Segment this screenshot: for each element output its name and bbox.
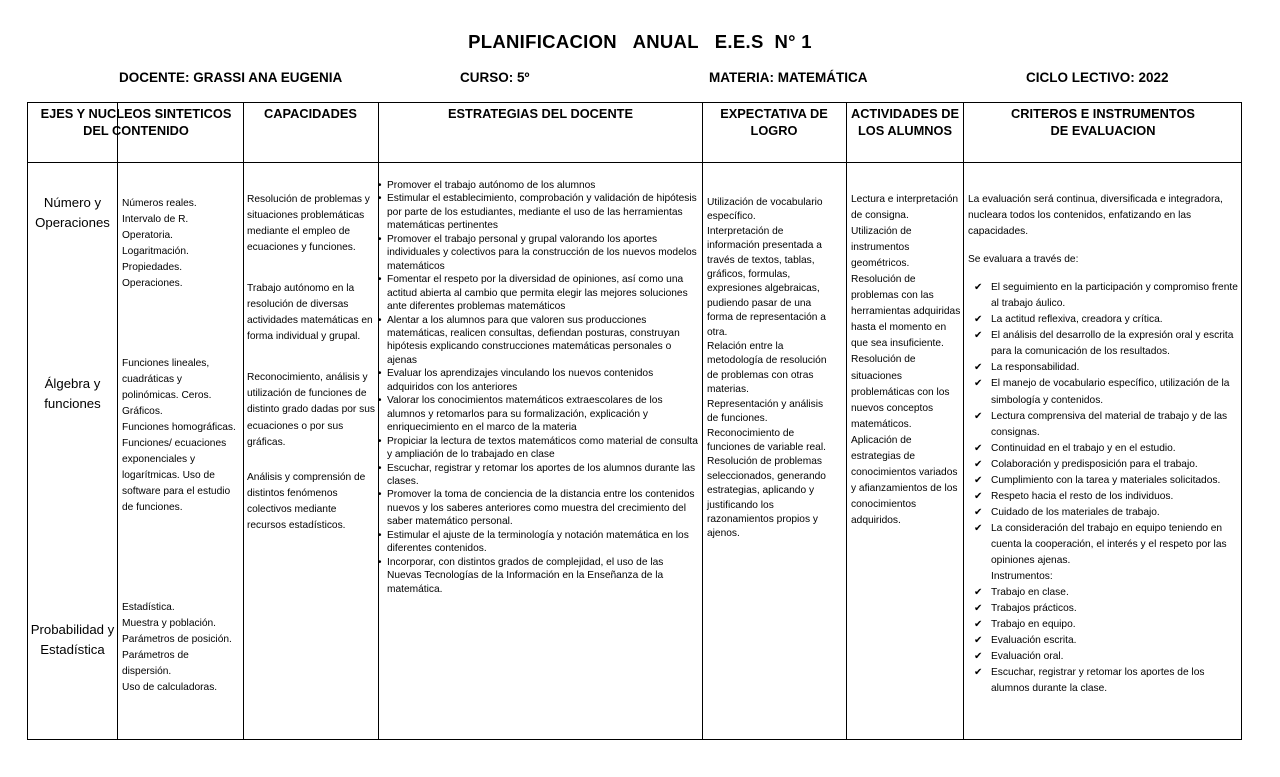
- estrategia-item: • Promover el trabajo personal y grupal valorando los aportes individuales y colectivos para la construcción de los nuevos modelos matemáticos: [378, 233, 700, 273]
- criterios-intro2: Se evaluara a través de:: [968, 254, 1079, 266]
- criterio-text: Lectura comprensiva del material de trabajo y de las consignas.: [991, 410, 1228, 438]
- estrategia-item: • Propiciar la lectura de textos matemáticos como material de consulta y ampliación de lo trabajado en clase: [378, 435, 700, 462]
- criterio-text: Continuidad en el trabajo y en el estudio.: [991, 442, 1176, 454]
- curso-label: CURSO: 5º: [460, 70, 530, 85]
- check-icon: ✔: [974, 474, 983, 486]
- eje-contents: Números reales. Intervalo de R. Operatoria. Logaritmación. Propiedades. Operaciones.: [122, 198, 197, 290]
- criterio-text: Cuidado de los materiales de trabajo.: [991, 506, 1160, 518]
- criterio-item: [968, 328, 1240, 360]
- check-icon: ✔: [974, 506, 983, 518]
- eje-name: Número y Operaciones: [35, 195, 110, 230]
- header-criterios-line2: DE EVALUACION: [1050, 123, 1156, 138]
- instrumento-item: [968, 601, 1240, 617]
- expectativa-item: Relación entre la metodología de resolución de problemas con otras materias.: [707, 341, 827, 396]
- check-icon: ✔: [974, 490, 983, 502]
- criterio-text: La consideración del trabajo en equipo teniendo en cuenta la cooperación, el interés y el respeto por las opiniones ajenas.: [991, 522, 1227, 566]
- instrumentos-label: Instrumentos:: [991, 571, 1053, 583]
- header-actividades: ACTIVIDADES DE LOS ALUMNOS: [850, 106, 960, 138]
- capacidad-item: Reconocimiento, análisis y utilización de funciones de distinto grado dadas por sus ecuaciones o por sus gráficas.: [247, 372, 375, 448]
- actividad-item: Utilización de instrumentos geométricos.: [851, 226, 912, 270]
- expectativas-cell: [707, 196, 835, 542]
- criterio-text: Colaboración y predisposición para el trabajo.: [991, 458, 1198, 470]
- criterio-item: [968, 312, 1240, 328]
- actividades-cell: [851, 192, 963, 529]
- criterio-item: [968, 280, 1240, 312]
- eje-name: Probabilidad y Estadística: [30, 622, 115, 657]
- document-title: PLANIFICACION ANUAL E.E.S N° 1: [468, 31, 812, 52]
- criterio-item: [968, 521, 1240, 569]
- criterios-intro: La evaluación será continua, diversificada e integradora, nucleara todos los contenidos, enfatizando en las capacidades.: [968, 194, 1223, 238]
- estrategia-item: • Valorar los conocimientos matemáticos extraescolares de los alumnos y retomarlos para su formalización, explicación y enriquecimiento en el marco de la materia: [378, 394, 700, 434]
- criterio-text: Respeto hacia el resto de los individuos.: [991, 490, 1174, 502]
- check-icon: ✔: [974, 458, 983, 470]
- criterio-text: El manejo de vocabulario específico, utilización de la simbología y contenidos.: [991, 378, 1230, 406]
- expectativa-item: Representación y análisis de funciones.: [707, 398, 824, 425]
- instrumento-text: Trabajo en clase.: [991, 587, 1069, 599]
- capacidad-item: Trabajo autónomo en la resolución de diversas actividades matemáticas en forma individual y grupal.: [247, 283, 373, 343]
- capacidades-cell: [247, 192, 376, 534]
- instrumento-item: [968, 617, 1240, 633]
- check-icon: ✔: [974, 522, 983, 534]
- criterio-text: El análisis del desarrollo de la expresión oral y escrita para la comunicación de los resultados.: [991, 330, 1234, 358]
- header-criterios: [964, 105, 1242, 139]
- estrategia-item: • Incorporar, con distintos grados de complejidad, el uso de las Nuevas Tecnologías de la Información en la Enseñanza de la matemática.: [378, 556, 700, 596]
- header-expectativa: EXPECTATIVA DE LOGRO: [720, 106, 828, 138]
- expectativa-item: Resolución de problemas seleccionados, generando estrategias, aplicando y justificando los razonamientos propios y ajenos.: [707, 456, 826, 540]
- capacidad-item: Resolución de problemas y situaciones problemáticas mediante el empleo de ecuaciones y funciones.: [247, 194, 370, 254]
- criterio-item: [968, 409, 1240, 441]
- column-divider: [702, 103, 703, 739]
- instrumento-item: [968, 649, 1240, 665]
- criterio-item: [968, 489, 1240, 505]
- eje-name: Álgebra y funciones: [44, 376, 101, 411]
- column-divider: [117, 103, 118, 739]
- instrumento-item: [968, 633, 1240, 649]
- criterio-item: [968, 457, 1240, 473]
- instrumento-item: [968, 585, 1240, 601]
- check-icon: ✔: [974, 651, 983, 663]
- estrategia-item: • Estimular el establecimiento, comprobación y validación de hipótesis por parte de los estudiantes, mediante el uso de las herramientas matemáticas pertinentes: [378, 192, 700, 232]
- check-icon: ✔: [974, 587, 983, 599]
- ciclo-label: CICLO LECTIVO: 2022: [1026, 70, 1169, 85]
- eje-contents: Funciones lineales, cuadráticas y polinómicas. Ceros. Gráficos. Funciones homográficas. Funciones/ ecuaciones exponenciales y logarítmicas. Uso de software para el estudio de funciones.: [122, 358, 236, 514]
- docente-label: DOCENTE: GRASSI ANA EUGENIA: [119, 70, 343, 85]
- instrumento-text: Evaluación oral.: [991, 651, 1064, 663]
- header-ejes: EJES Y NUCLEOS SINTETICOS DEL CONTENIDO: [40, 106, 232, 138]
- estrategia-item: • Promover el trabajo autónomo de los alumnos: [378, 179, 700, 192]
- expectativa-item: Utilización de vocabulario específico.: [707, 197, 823, 223]
- expectativa-item: Reconocimiento de funciones de variable real.: [707, 427, 826, 453]
- eje-contents: Estadística. Muestra y población. Parámetros de posición. Parámetros de dispersión. Uso de calculadoras.: [122, 602, 232, 694]
- estrategia-item: • Alentar a los alumnos para que valoren sus producciones matemáticas, realicen consultas, defiendan posturas, construyan hipótesis explicando construcciones matemáticas personales o ajenas: [378, 314, 700, 368]
- actividad-item: Lectura e interpretación de consigna.: [851, 194, 959, 222]
- check-icon: ✔: [974, 362, 983, 374]
- estrategia-item: • Evaluar los aprendizajes vinculando los nuevos contenidos adquiridos con los anteriores: [378, 367, 700, 394]
- criterio-item: [968, 473, 1240, 489]
- check-icon: ✔: [974, 378, 983, 390]
- criterio-item: [968, 505, 1240, 521]
- check-icon: ✔: [974, 603, 983, 615]
- criterio-item: [968, 376, 1240, 408]
- actividad-item: Resolución de situaciones problemáticas con los nuevos conceptos matemáticos.: [851, 354, 950, 430]
- column-divider: [243, 103, 244, 739]
- planning-table: [27, 102, 1242, 740]
- instrumento-text: Trabajo en equipo.: [991, 619, 1076, 631]
- actividad-item: Aplicación de estrategias de conocimientos variados y afianzamientos de los conocimientos adquiridos.: [851, 434, 958, 526]
- estrategia-item: • Estimular el ajuste de la terminología y notación matemática en los diferentes contenidos.: [378, 529, 700, 556]
- column-divider: [846, 103, 847, 739]
- instrumento-text: Escuchar, registrar y retomar los aportes de los alumnos durante la clase.: [991, 667, 1205, 695]
- instrumento-item: [968, 665, 1240, 697]
- check-icon: ✔: [974, 619, 983, 631]
- criterio-text: La responsabilidad.: [991, 362, 1080, 374]
- criterio-item: [968, 360, 1240, 376]
- estrategia-item: • Escuchar, registrar y retomar los aportes de los alumnos durante las clases.: [378, 462, 700, 489]
- check-icon: ✔: [974, 667, 983, 679]
- criterio-text: La actitud reflexiva, creadora y crítica.: [991, 314, 1163, 326]
- check-icon: ✔: [974, 314, 983, 326]
- estrategia-item: • Fomentar el respeto por la diversidad de opiniones, así como una actitud abierta al cambio que permita elegir las mejores soluciones ante diferentes problemas matemáticos: [378, 273, 700, 313]
- estrategia-item: • Promover la toma de conciencia de la distancia entre los contenidos nuevos y los saberes anteriores como muestra del crecimiento del saber matemático personal.: [378, 488, 700, 528]
- header-capacidades: CAPACIDADES: [264, 106, 357, 121]
- criterio-text: El seguimiento en la participación y compromiso frente al trabajo áulico.: [991, 282, 1238, 310]
- criterio-text: Cumplimiento con la tarea y materiales solicitados.: [991, 474, 1221, 486]
- actividad-item: Resolución de problemas con las herramientas adquiridas hasta el momento en que sea insuficiente.: [851, 274, 961, 350]
- header-divider: [28, 162, 1241, 163]
- check-icon: ✔: [974, 282, 983, 294]
- header-criterios-line1: CRITEROS E INSTRUMENTOS: [1011, 106, 1195, 121]
- estrategias-cell: [378, 179, 700, 596]
- check-icon: ✔: [974, 635, 983, 647]
- check-icon: ✔: [974, 330, 983, 342]
- check-icon: ✔: [974, 410, 983, 422]
- criterio-item: [968, 441, 1240, 457]
- header-estrategias: ESTRATEGIAS DEL DOCENTE: [447, 106, 634, 121]
- criterios-cell: [968, 192, 1240, 697]
- column-divider: [963, 103, 964, 739]
- materia-label: MATERIA: MATEMÁTICA: [709, 70, 868, 85]
- instrumento-text: Trabajos prácticos.: [991, 603, 1077, 615]
- expectativa-item: Interpretación de información presentada a través de textos, tablas, gráficos, formulas, expresiones algebraicas, pudiendo pasar de una forma de representación a otra.: [707, 225, 826, 338]
- capacidad-item: Análisis y comprensión de distintos fenómenos colectivos mediante recursos estadísticos.: [247, 471, 366, 531]
- check-icon: ✔: [974, 442, 983, 454]
- instrumento-text: Evaluación escrita.: [991, 635, 1077, 647]
